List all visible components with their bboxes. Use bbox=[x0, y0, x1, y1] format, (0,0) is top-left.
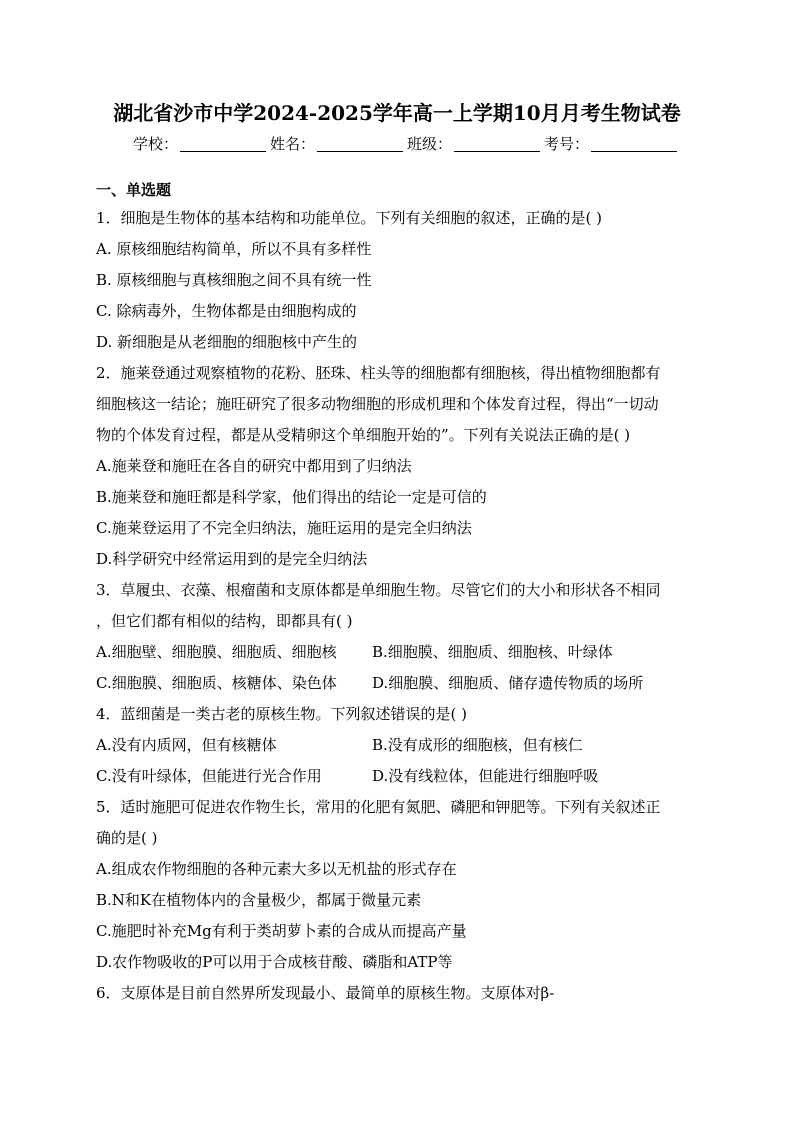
question-2-option-d: D.科学研究中经常运用到的是完全归纳法 bbox=[96, 550, 368, 568]
class-label: 班级： bbox=[407, 135, 453, 153]
class-field bbox=[407, 132, 544, 156]
question-5 bbox=[96, 792, 698, 978]
question-3-stem-line-2: ，但它们都有相似的结构，即都具有( ) bbox=[96, 612, 353, 630]
exam-number-field bbox=[544, 132, 681, 156]
question-4-option-d: D.没有线粒体，但能进行细胞呼吸 bbox=[372, 767, 599, 785]
question-2-stem-line-2: 细胞核这一结论；施旺研究了很多动物细胞的形成机理和个体发育过程，得出“一切动 bbox=[96, 395, 659, 413]
school-blank[interactable] bbox=[180, 133, 266, 152]
name-label: 姓名： bbox=[269, 135, 315, 153]
question-5-option-b: B.N和K在植物体内的含量极少，都属于微量元素 bbox=[96, 891, 422, 909]
question-6-stem: 6．支原体是目前自然界所发现最小、最简单的原核生物。支原体对β- bbox=[96, 984, 555, 1002]
question-1 bbox=[96, 203, 698, 358]
question-1-option-b: B. 原核细胞与真核细胞之间不具有统一性 bbox=[96, 271, 372, 289]
question-3-option-d: D.细胞膜、细胞质、储存遗传物质的场所 bbox=[372, 674, 644, 692]
school-label: 学校： bbox=[132, 135, 178, 153]
question-3-options-row-1 bbox=[96, 637, 698, 668]
question-4-stem: 4．蓝细菌是一类古老的原核生物。下列叙述错误的是( ) bbox=[96, 705, 468, 723]
student-info-row bbox=[116, 132, 698, 156]
question-4-options-row-2 bbox=[96, 761, 698, 792]
question-2-option-c: C.施莱登运用了不完全归纳法，施旺运用的是完全归纳法 bbox=[96, 519, 472, 537]
question-4 bbox=[96, 699, 698, 792]
question-2-option-a: A.施莱登和施旺在各自的研究中都用到了归纳法 bbox=[96, 457, 412, 475]
question-4-option-a: A.没有内质网，但有核糖体 bbox=[96, 736, 277, 754]
name-field bbox=[270, 132, 407, 156]
section-heading: 一、单选题 bbox=[96, 181, 172, 199]
school-field bbox=[133, 132, 270, 156]
question-2-stem-line-3: 物的个体发育过程，都是从受精卵这个单细胞开始的”。下列有关说法正确的是( ) bbox=[96, 426, 631, 444]
question-3-option-b: B.细胞膜、细胞质、细胞核、叶绿体 bbox=[372, 643, 613, 661]
question-1-option-d: D. 新细胞是从老细胞的细胞核中产生的 bbox=[96, 333, 358, 351]
question-5-stem-line-1: 5．适时施肥可促进农作物生长，常用的化肥有氮肥、磷肥和钾肥等。下列有关叙述正 bbox=[96, 798, 661, 816]
question-4-options-row-1 bbox=[96, 730, 698, 761]
question-3-stem-line-1: 3．草履虫、衣藻、根瘤菌和支原体都是单细胞生物。尽管它们的大小和形状各不相同 bbox=[96, 581, 661, 599]
exam-number-blank[interactable] bbox=[591, 133, 677, 152]
question-6 bbox=[96, 978, 698, 1009]
question-4-option-c: C.没有叶绿体，但能进行光合作用 bbox=[96, 767, 322, 785]
question-4-option-b: B.没有成形的细胞核，但有核仁 bbox=[372, 736, 583, 754]
exam-number-label: 考号： bbox=[544, 135, 590, 153]
question-3-options-row-2 bbox=[96, 668, 698, 699]
name-blank[interactable] bbox=[317, 133, 403, 152]
question-1-option-a: A. 原核细胞结构简单，所以不具有多样性 bbox=[96, 240, 372, 258]
question-5-option-a: A.组成农作物细胞的各种元素大多以无机盐的形式存在 bbox=[96, 860, 457, 878]
exam-title: 湖北省沙市中学2024-2025学年高一上学期10月月考生物试卷 bbox=[113, 101, 681, 125]
question-2-option-b: B.施莱登和施旺都是科学家，他们得出的结论一定是可信的 bbox=[96, 488, 487, 506]
question-3-option-c: C.细胞膜、细胞质、核糖体、染色体 bbox=[96, 674, 337, 692]
question-3 bbox=[96, 575, 698, 699]
question-5-stem-line-2: 确的是( ) bbox=[96, 829, 158, 847]
class-blank[interactable] bbox=[454, 133, 540, 152]
question-3-option-a: A.细胞壁、细胞膜、细胞质、细胞核 bbox=[96, 643, 337, 661]
question-1-stem: 1．细胞是生物体的基本结构和功能单位。下列有关细胞的叙述，正确的是( ) bbox=[96, 209, 603, 227]
question-2 bbox=[96, 358, 698, 575]
question-5-option-d: D.农作物吸收的P可以用于合成核苷酸、磷脂和ATP等 bbox=[96, 953, 453, 971]
question-1-option-c: C. 除病毒外，生物体都是由细胞构成的 bbox=[96, 302, 357, 320]
question-2-stem-line-1: 2．施莱登通过观察植物的花粉、胚珠、柱头等的细胞都有细胞核，得出植物细胞都有 bbox=[96, 364, 661, 382]
question-5-option-c: C.施肥时补充Mg有利于类胡萝卜素的合成从而提高产量 bbox=[96, 922, 467, 940]
